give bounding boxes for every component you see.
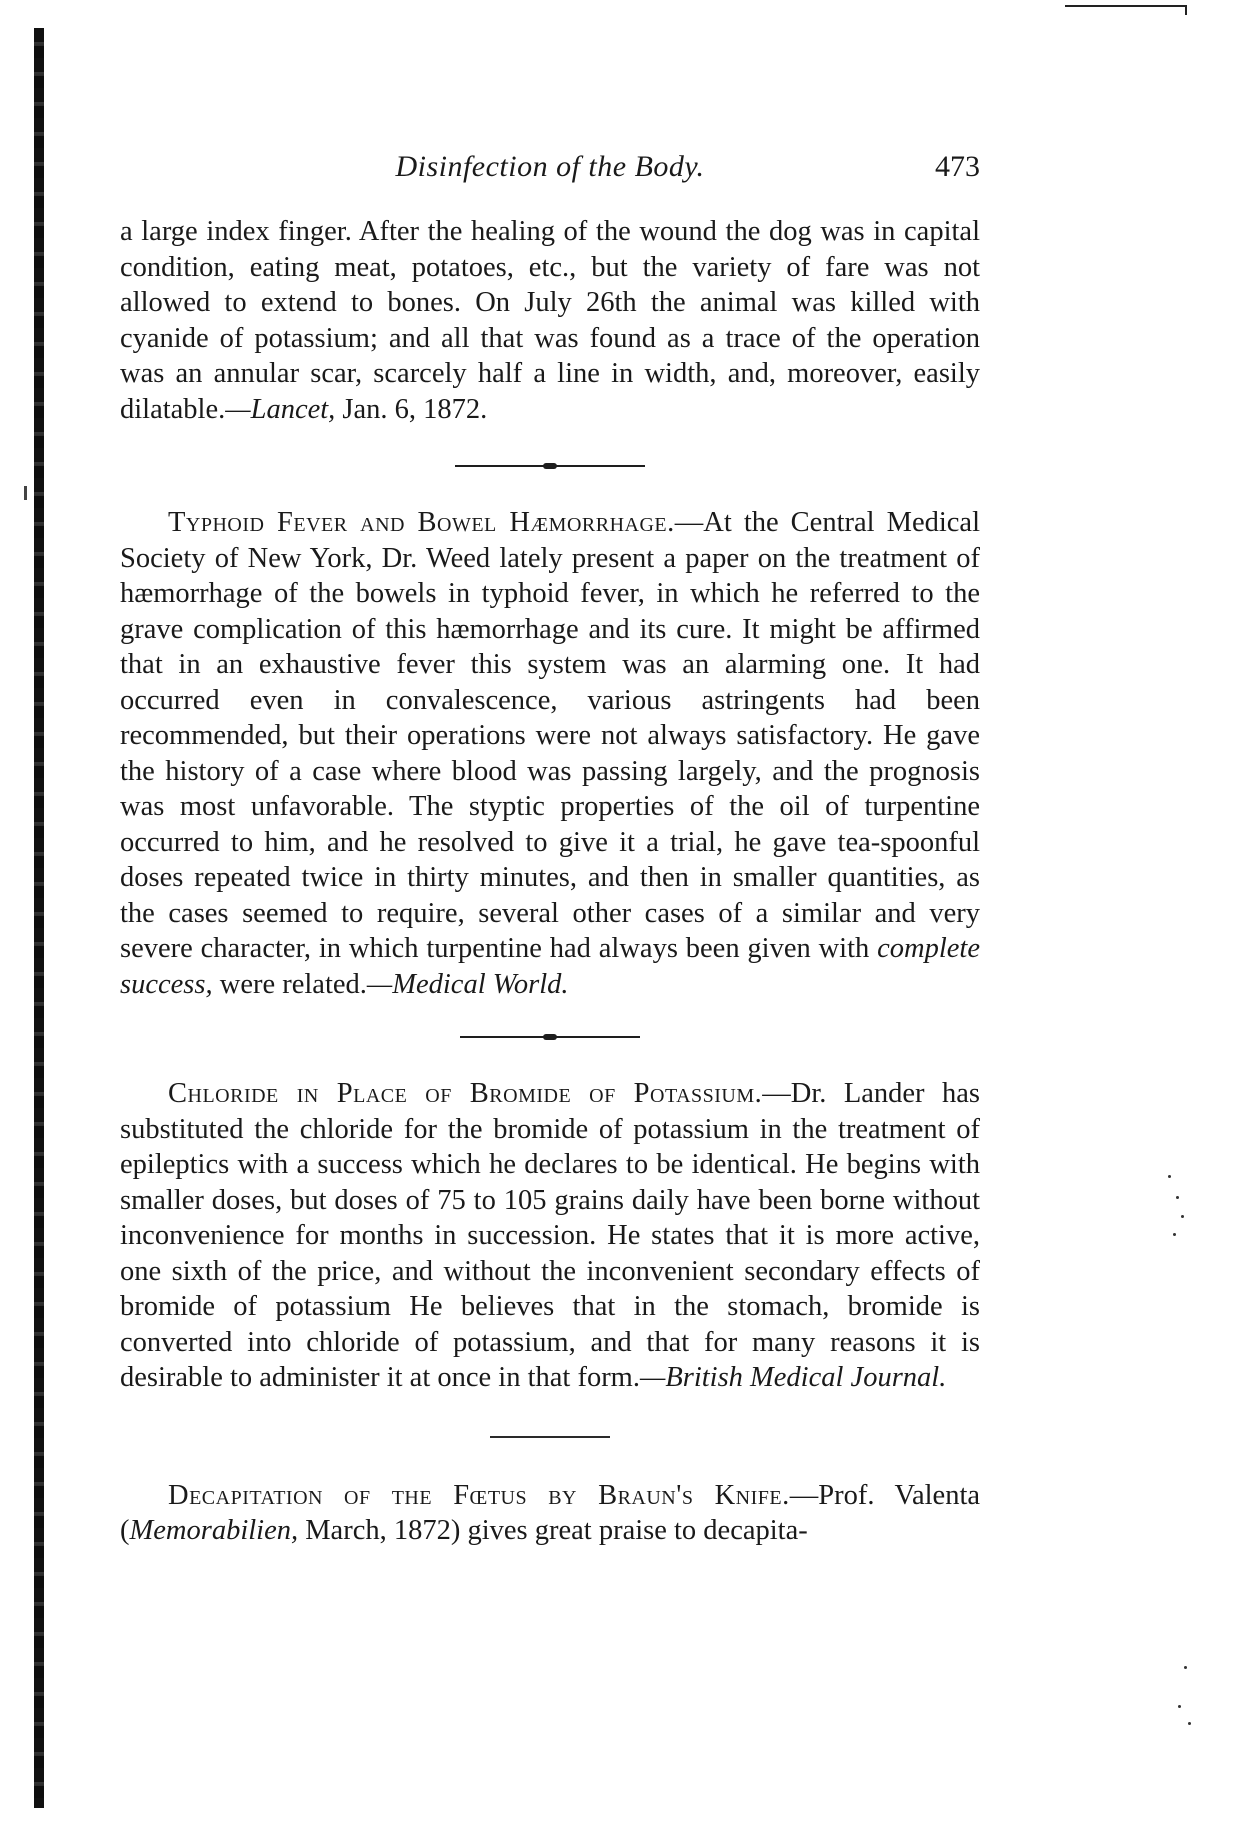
article-decapitation [120,1478,980,1549]
article-chloride [120,1076,980,1396]
section-divider [460,1036,640,1038]
book-binding-edge [34,28,44,1808]
divider-ornament [543,1034,557,1040]
book-page [120,150,980,1549]
article-title: Typhoid Fever and Bowel Hæmorrhage. [168,507,675,538]
running-title: Disinfection of the Body. [395,150,705,183]
page-number: 473 [935,150,980,183]
article-emphasis: complete success, [120,933,980,1000]
divider-ornament [543,463,557,469]
article-body: —At the Central Medical Society of New York, Dr. Weed lately present a paper on the treatment of hæmorrhage of the bowels in typhoid fever, in which he referred to the grave complication of this hæmorrhage and its cure. It might be affirmed that in an exhaustive fever this system was an alarming one. It had occurred even in convalescence, various astringents had been recommended, but their operations were not always satisfactory. He gave the history of a case where blood was passing largely, and the prognosis was most unfavorable. The styptic properties of the oil of turpentine occurred to him, and he resolved to give it a trial, he gave tea-spoonful doses repeated twice in thirty minutes, and then in smaller quantities, as the cases seemed to require, several other cases of a similar and very severe character, in which turpentine had always been given with [120,507,980,964]
continuation-source: —Lancet, [225,393,336,425]
top-corner-rule [1065,5,1187,7]
margin-speck [1173,1233,1176,1236]
margin-speck [1176,1196,1179,1199]
article-title: Chloride in Place of Bromide of Potassium. [168,1078,763,1109]
article-typhoid [120,505,980,1002]
article-body: —Prof. Valenta ( [120,1479,981,1546]
article-source: —Medical World. [366,968,569,1000]
margin-speck [1178,1705,1181,1708]
margin-speck [1181,1215,1184,1218]
section-divider [490,1436,610,1438]
article-body: —Dr. Lander has substituted the chloride for the bromide of potassium in the treatment of epileptics with a success which he declares to be identical. He begins with smaller doses, but doses of 75 to 105 grains daily have been borne without inconvenience for months in succession. He states that it is more active, one sixth of the price, and without the inconvenient secondary effects of bromide of potassium He believes that in the stomach, bromide is converted into chloride of potassium, and that for many reasons it is desirable to administer it at once in that form. [120,1078,980,1393]
article-body-end: March, 1872) gives great praise to decapita- [298,1515,808,1546]
article-source: —British Medical Journal. [639,1362,947,1393]
margin-speck [1184,1666,1187,1669]
margin-mark [24,486,27,500]
article-citation: Memorabilien, [129,1515,299,1546]
margin-speck [1188,1722,1191,1725]
continuation-paragraph [120,214,980,427]
running-head [120,150,980,196]
margin-speck [1168,1175,1171,1178]
article-body-end: were related. [212,968,367,1000]
article-title: Decapitation of the Fœtus by Braun's Knife. [168,1479,790,1511]
continuation-date: Jan. 6, 1872. [335,393,488,425]
section-divider [455,465,645,467]
continuation-text: a large index finger. After the healing of the wound the dog was in capital condition, eating meat, potatoes, etc., but the variety of fare was not allowed to extend to bones. On July 26th the animal was killed with cyanide of potassium; and all that was found as a trace of the operation was an annular scar, scarcely half a line in width, and, moreover, easily dilatable. [120,216,980,425]
